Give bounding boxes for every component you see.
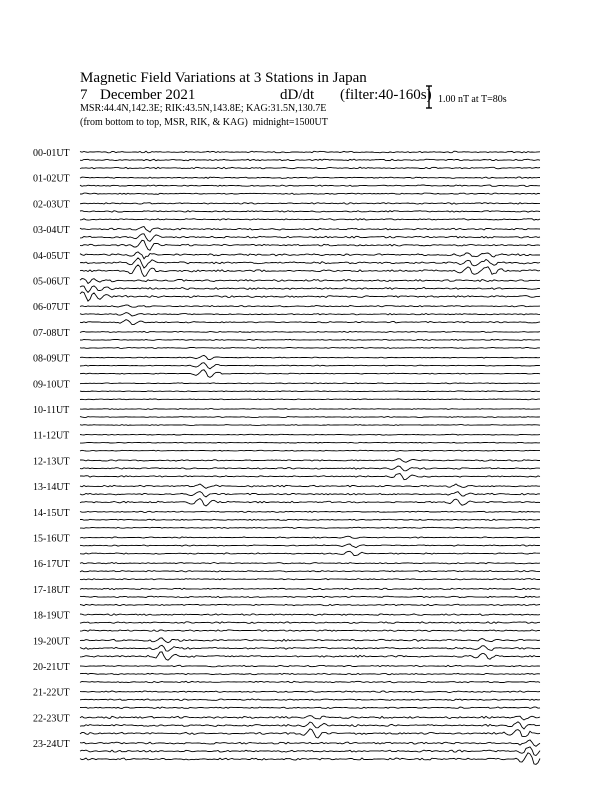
trace-msr — [80, 320, 540, 325]
hour-label: 15-16UT — [33, 533, 70, 545]
hour-label: 07-08UT — [33, 327, 70, 339]
trace-rik — [80, 673, 540, 674]
hour-label: 02-03UT — [33, 199, 70, 211]
station-order-note — [80, 117, 328, 128]
chart-title: Magnetic Field Variations at 3 Stations in Japan — [80, 70, 367, 86]
trace-kag — [80, 383, 540, 384]
trace-msr — [80, 681, 540, 683]
trace-kag — [80, 484, 540, 489]
trace-msr — [80, 707, 540, 709]
trace-rik — [80, 211, 540, 212]
trace-kag — [80, 227, 540, 233]
hour-label: 06-07UT — [33, 302, 70, 314]
trace-msr — [80, 219, 540, 220]
hour-label: 19-20UT — [33, 636, 70, 648]
quantity-label: dD/dt — [280, 87, 315, 103]
hour-label: 23-24UT — [33, 739, 70, 751]
trace-kag — [80, 588, 540, 589]
trace-kag — [80, 331, 540, 332]
hour-labels — [33, 148, 70, 750]
trace-kag — [80, 740, 540, 746]
trace-rik — [80, 258, 540, 268]
trace-msr — [80, 527, 540, 528]
trace-rik — [80, 544, 540, 548]
trace-msr — [80, 729, 540, 738]
trace-rik — [80, 159, 540, 161]
trace-rik — [80, 363, 540, 369]
trace-rik — [80, 391, 540, 392]
trace-kag — [80, 614, 540, 616]
hour-label: 10-11UT — [33, 405, 70, 416]
trace-msr — [80, 579, 540, 580]
hour-label: 13-14UT — [33, 482, 70, 494]
trace-rik — [80, 466, 540, 471]
trace-rik — [80, 339, 540, 340]
trace-msr — [80, 167, 540, 169]
trace-msr — [80, 652, 540, 660]
trace-rik — [80, 492, 540, 497]
trace-msr — [80, 604, 540, 606]
hour-label: 00-01UT — [33, 148, 70, 159]
trace-kag — [80, 691, 540, 693]
trace-msr — [80, 551, 540, 555]
trace-kag — [80, 177, 540, 178]
hour-label: 01-02UT — [33, 173, 70, 185]
scale-label: 1.00 nT at T=80s — [438, 94, 507, 105]
midnight-note: midnight=1500UT — [252, 117, 328, 128]
hour-label: 12-13UT — [33, 456, 70, 468]
date-month-year: December 2021 — [100, 87, 196, 103]
hour-label: 11-12UT — [33, 430, 70, 442]
trace-kag — [80, 252, 540, 259]
hour-label: 09-10UT — [33, 379, 70, 391]
trace-kag — [80, 355, 540, 359]
hour-label: 08-09UT — [33, 353, 70, 365]
trace-kag — [80, 203, 540, 205]
hour-label: 04-05UT — [33, 250, 70, 262]
trace-kag — [80, 434, 540, 435]
trace-kag — [80, 536, 540, 538]
trace-msr — [80, 240, 540, 250]
trace-msr — [80, 347, 540, 348]
hour-label: 16-17UT — [33, 559, 70, 571]
trace-rik — [80, 699, 540, 701]
hour-label: 03-04UT — [33, 225, 70, 237]
trace-msr — [80, 193, 540, 194]
trace-msr — [80, 370, 540, 378]
hour-label: 21-22UT — [33, 687, 70, 699]
trace-rik — [80, 185, 540, 186]
hour-label: 22-23UT — [33, 713, 70, 725]
trace-msr — [80, 499, 540, 507]
station-coordinates: MSR:44.4N,142.3E; RIK:43.5N,143.8E; KAG:31.5N,130.7E — [80, 103, 327, 114]
trace-kag — [80, 459, 540, 463]
trace-rik — [80, 286, 540, 293]
trace-kag — [80, 638, 540, 643]
filter-label: (filter:40-160s) — [340, 87, 432, 103]
trace-msr — [80, 630, 540, 632]
trace-rik — [80, 645, 540, 651]
date-day: 7 — [80, 87, 88, 103]
trace-rik — [80, 442, 540, 443]
trace-msr — [80, 399, 540, 400]
hour-label: 18-19UT — [33, 610, 70, 622]
trace-kag — [80, 151, 540, 153]
trace-rik — [80, 234, 540, 242]
trace-rik — [80, 417, 540, 418]
trace-msr — [80, 450, 540, 451]
trace-kag — [80, 409, 540, 410]
trace-msr — [80, 474, 540, 480]
trace-kag — [80, 716, 540, 720]
date-line — [80, 87, 432, 104]
trace-rik — [80, 571, 540, 572]
trace-kag — [80, 563, 540, 564]
trace-kag — [80, 305, 540, 307]
trace-rik — [80, 747, 540, 756]
trace-msr — [80, 292, 540, 301]
hour-label: 14-15UT — [33, 507, 70, 519]
station-traces — [80, 151, 540, 764]
trace-msr — [80, 753, 540, 765]
trace-kag — [80, 665, 540, 667]
trace-kag — [80, 279, 540, 284]
trace-rik — [80, 596, 540, 597]
trace-msr — [80, 265, 540, 277]
trace-msr — [80, 425, 540, 426]
hour-label: 17-18UT — [33, 584, 70, 596]
hour-label: 20-21UT — [33, 662, 70, 673]
hour-label: 05-06UT — [33, 276, 70, 288]
trace-rik — [80, 622, 540, 624]
trace-rik — [80, 722, 540, 729]
trace-rik — [80, 519, 540, 520]
trace-kag — [80, 511, 540, 512]
trace-rik — [80, 313, 540, 316]
order-note: (from bottom to top, MSR, RIK, & KAG) — [80, 117, 248, 128]
